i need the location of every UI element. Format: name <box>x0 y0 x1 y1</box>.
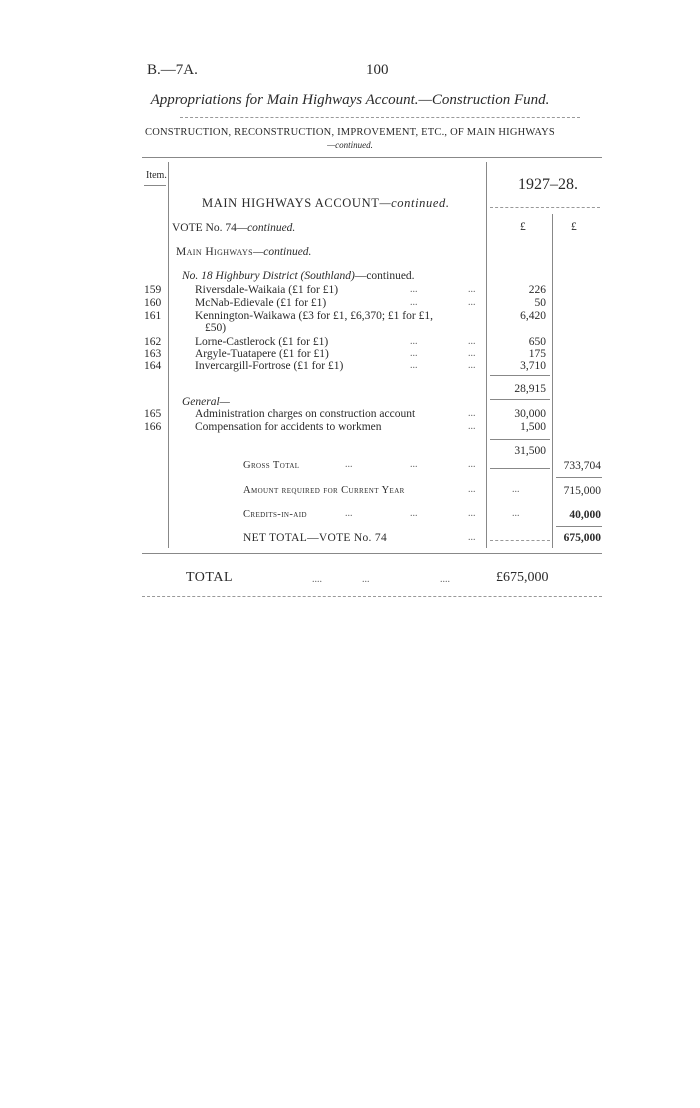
leader-dots: ... <box>345 508 353 519</box>
item-description: Invercargill-Fortrose (£1 for £1) <box>195 360 344 372</box>
leader-dots: ... <box>410 508 418 519</box>
gross-total-underline <box>556 477 602 478</box>
leader-dots: ... <box>410 336 418 347</box>
title-rule <box>180 117 580 118</box>
amount-column-divider <box>486 162 487 548</box>
leader-dots: ... <box>410 348 418 359</box>
item-number: 164 <box>144 360 162 372</box>
item-number: 160 <box>144 297 162 309</box>
page-footer-rule <box>142 596 602 597</box>
item-number: 162 <box>144 336 162 348</box>
subtotal-amount: 31,500 <box>514 445 546 457</box>
leader-dots: .... <box>312 574 322 585</box>
section-subtitle-continued: —continued. <box>327 140 373 150</box>
table-bottom-rule <box>142 553 602 554</box>
leader-dots: ... <box>410 297 418 308</box>
item-number: 159 <box>144 284 162 296</box>
leader-dots: ... <box>410 360 418 371</box>
leader-dots: ... <box>468 284 476 295</box>
leader-dots: ... <box>468 336 476 347</box>
leader-dots: ... <box>468 408 476 419</box>
total-column-divider <box>552 214 553 548</box>
section-heading: MAIN HIGHWAYS ACCOUNT—continued. <box>202 196 450 210</box>
item-amount: 6,420 <box>520 310 546 322</box>
item-description: Administration charges on construction account <box>195 408 416 420</box>
leader-dots: .... <box>440 574 450 585</box>
general-heading: General— <box>182 396 230 408</box>
amount-required-value: 715,000 <box>563 485 601 497</box>
total-label: TOTAL <box>186 570 234 585</box>
subtotal-rule <box>490 439 550 440</box>
leader-dots: ... <box>512 508 520 519</box>
leader-dots: ... <box>345 459 353 470</box>
item-number: 163 <box>144 348 162 360</box>
amount-required-label: Amount required for Current Year <box>243 485 405 496</box>
leader-dots: ... <box>468 348 476 359</box>
credits-underline <box>556 526 602 527</box>
leader-dots: ... <box>410 284 418 295</box>
item-amount: 3,710 <box>520 360 546 372</box>
item-header-rule <box>144 185 166 186</box>
credits-in-aid-label: Credits-in-aid <box>243 509 307 520</box>
item-number: 165 <box>144 408 162 420</box>
net-total-value: 675,000 <box>563 532 601 544</box>
subtotal-rule <box>490 375 550 376</box>
item-description-continued: £50) <box>205 322 227 334</box>
leader-dots: ... <box>468 297 476 308</box>
leader-dots: ... <box>468 459 476 470</box>
page-number: 100 <box>366 62 389 78</box>
group-line: Main Highways—continued. <box>176 246 312 258</box>
gross-total-rule <box>490 468 550 469</box>
item-description: Riversdale-Waikaia (£1 for £1) <box>195 284 339 296</box>
leader-dots: ... <box>512 484 520 495</box>
section-subtitle: CONSTRUCTION, RECONSTRUCTION, IMPROVEMENT, ETC., OF MAIN HIGHWAYS <box>145 127 555 138</box>
document-reference: B.—7A. <box>147 62 198 78</box>
net-total-rule <box>490 540 550 541</box>
item-amount: 50 <box>534 297 546 309</box>
district-heading: No. 18 Highbury District (Southland)—continued. <box>182 270 415 282</box>
item-description: McNab-Edievale (£1 for £1) <box>195 297 327 309</box>
item-amount: 650 <box>528 336 546 348</box>
year-column-header: 1927–28. <box>518 176 578 193</box>
item-amount: 30,000 <box>514 408 546 420</box>
subtotal-underline <box>490 399 550 400</box>
item-amount: 175 <box>528 348 546 360</box>
leader-dots: ... <box>410 459 418 470</box>
item-number: 166 <box>144 421 162 433</box>
leader-dots: ... <box>468 532 476 543</box>
leader-dots: ... <box>468 508 476 519</box>
item-description: Kennington-Waikawa (£3 for £1, £6,370; £1 for £1, <box>195 310 433 322</box>
leader-dots: ... <box>468 484 476 495</box>
gross-total-label: Gross Total <box>243 460 300 471</box>
item-description: Lorne-Castlerock (£1 for £1) <box>195 336 329 348</box>
credits-in-aid-value: 40,000 <box>569 509 601 521</box>
year-header-rule <box>490 207 600 208</box>
leader-dots: ... <box>468 421 476 432</box>
table-top-rule <box>142 157 602 158</box>
item-column-divider <box>168 162 169 548</box>
subtotal-amount: 28,915 <box>514 383 546 395</box>
total-value: £675,000 <box>496 570 549 585</box>
leader-dots: ... <box>468 360 476 371</box>
page-title: Appropriations for Main Highways Account.—Construction Fund. <box>150 92 550 108</box>
item-amount: 226 <box>528 284 546 296</box>
currency-symbol-total: £ <box>571 221 577 233</box>
item-description: Compensation for accidents to workmen <box>195 421 382 433</box>
gross-total-value: 733,704 <box>563 460 601 472</box>
net-total-label: NET TOTAL—VOTE No. 74 <box>243 532 388 544</box>
item-column-header: Item. <box>146 170 167 181</box>
item-amount: 1,500 <box>520 421 546 433</box>
item-description: Argyle-Tuatapere (£1 for £1) <box>195 348 329 360</box>
item-number: 161 <box>144 310 162 322</box>
currency-symbol-amount: £ <box>520 221 526 233</box>
leader-dots: ... <box>362 574 370 585</box>
vote-line: VOTE No. 74—continued. <box>172 222 296 234</box>
